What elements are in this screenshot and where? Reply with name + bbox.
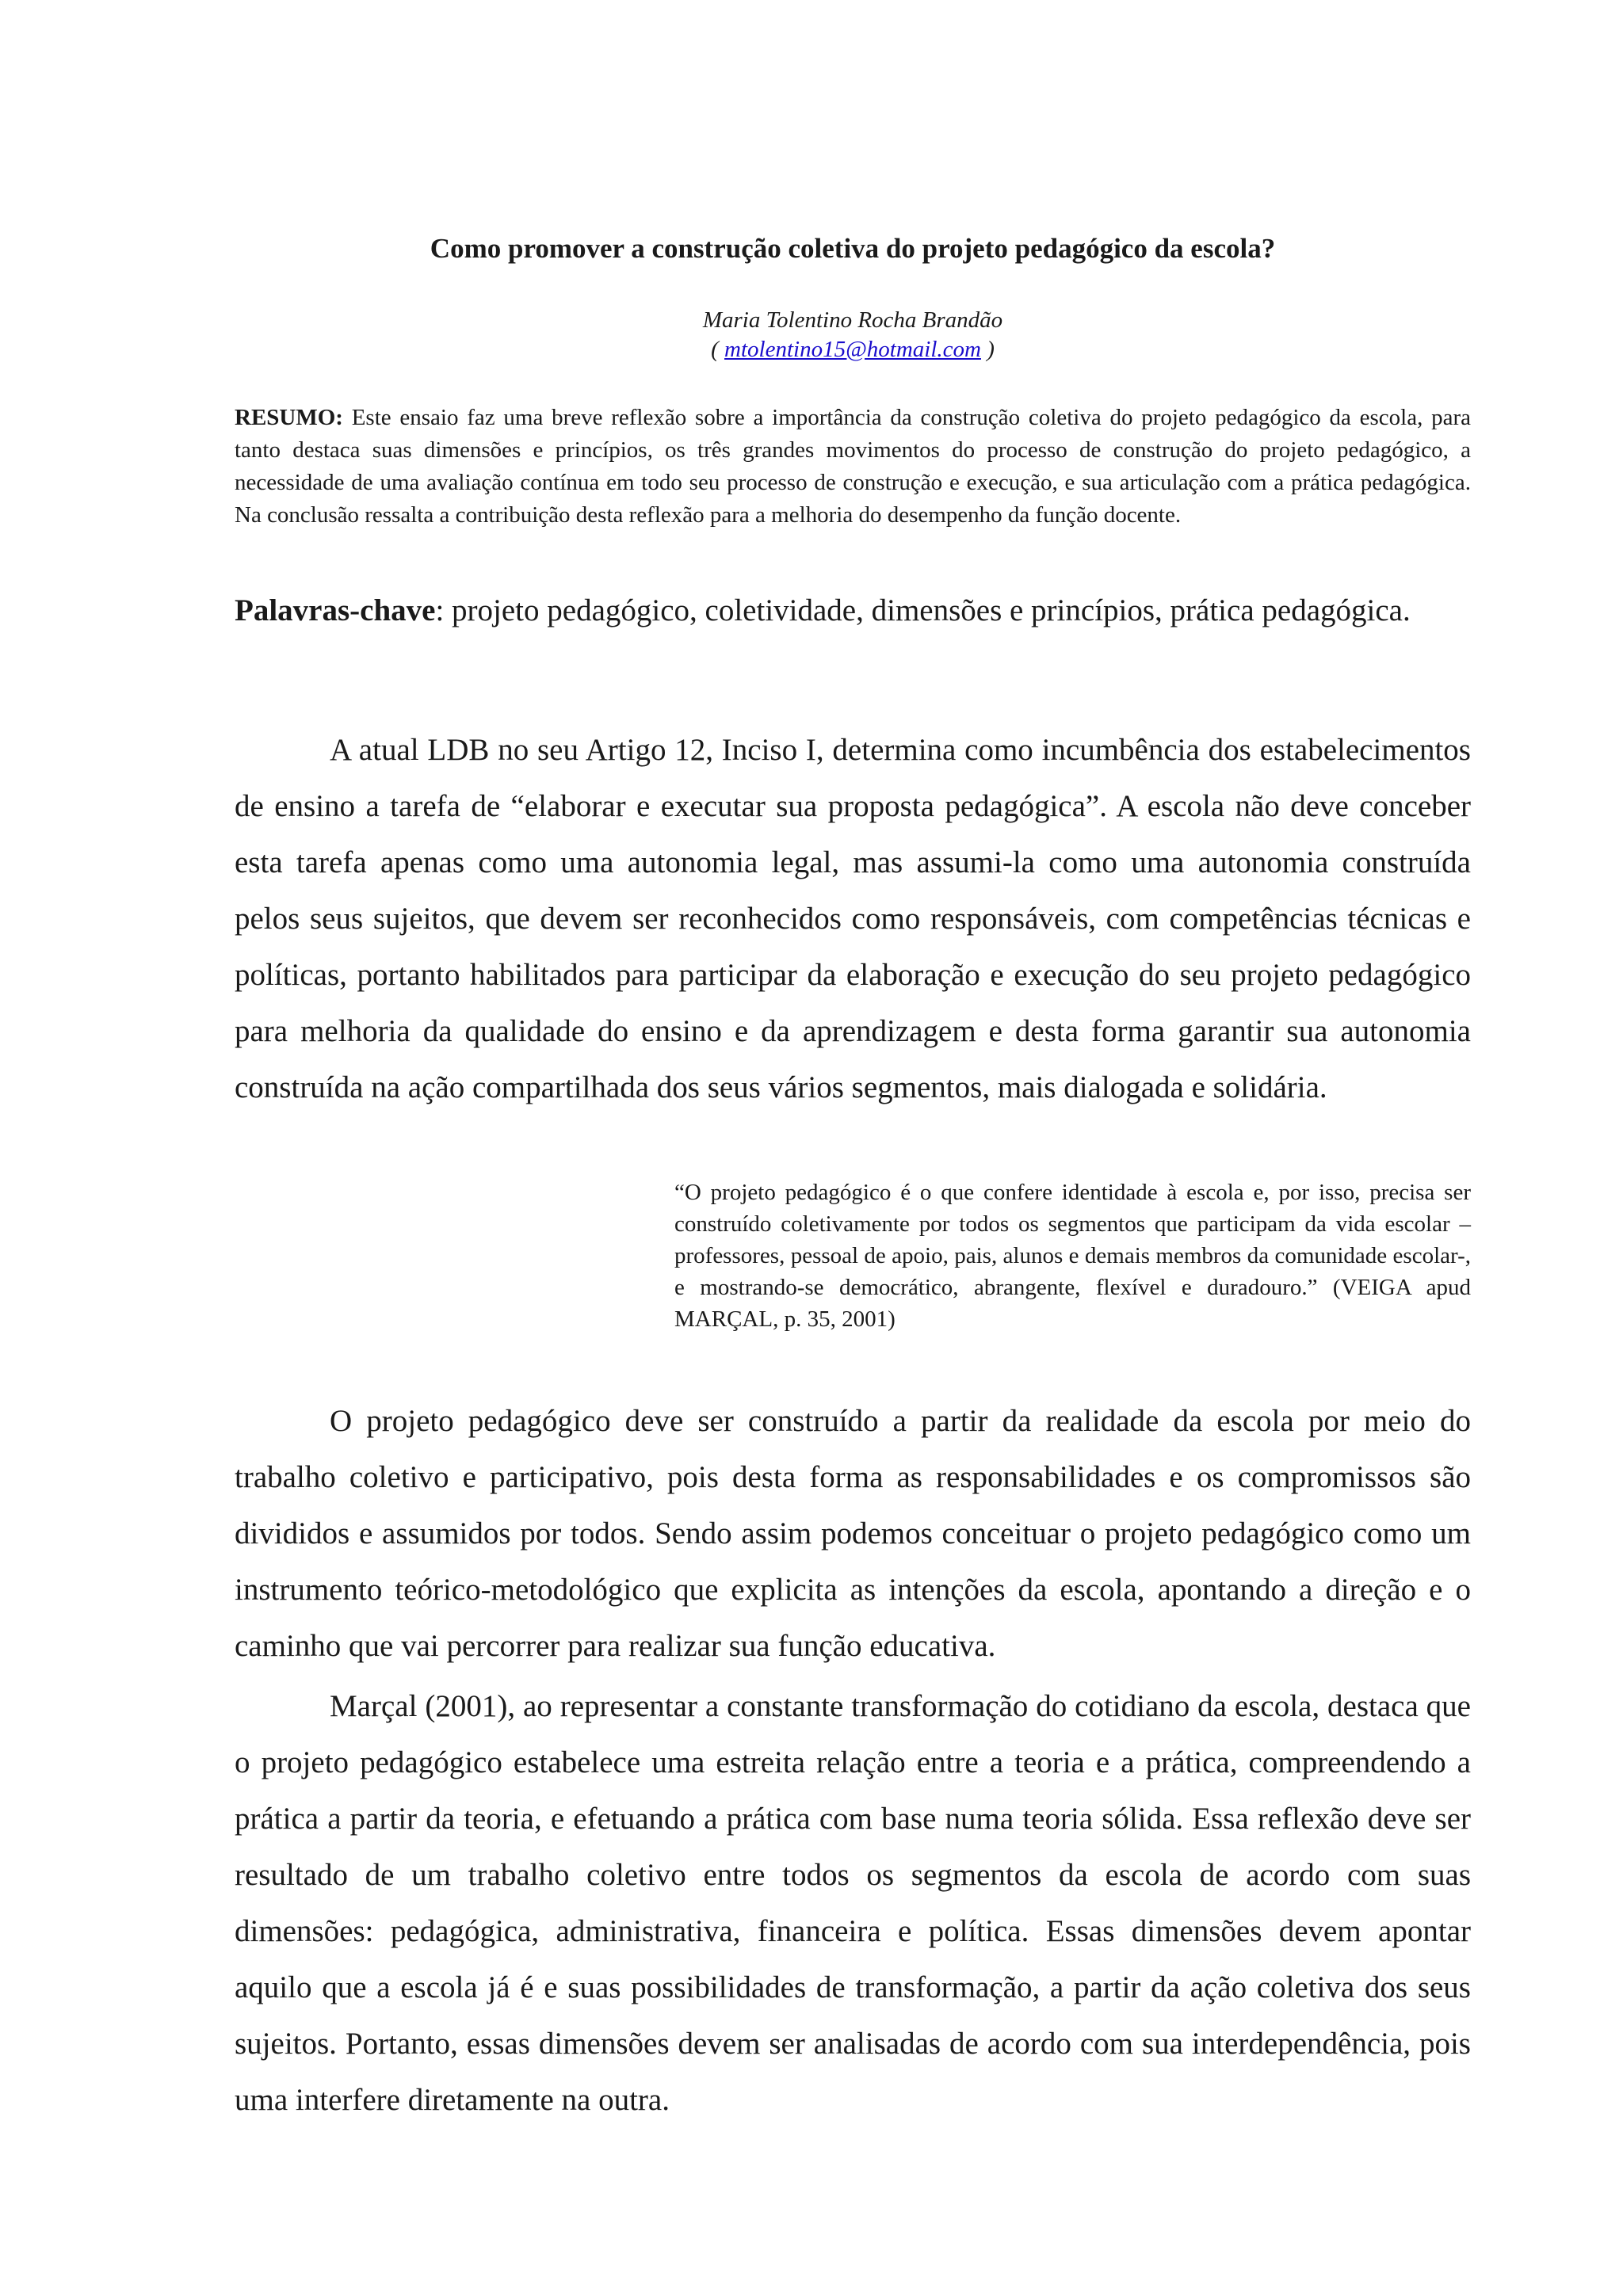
- author-block: [235, 306, 1471, 364]
- email-open-paren: (: [711, 337, 725, 362]
- keywords-label: Palavras-chave: [235, 593, 436, 627]
- document-title: Como promover a construção coletiva do projeto pedagógico da escola?: [430, 233, 1276, 264]
- keywords-text: : projeto pedagógico, coletividade, dimensões e princípios, prática pedagógica.: [435, 593, 1411, 627]
- body-paragraph-2: O projeto pedagógico deve ser construído a partir da realidade da escola por meio do trabalho coletivo e participativo, pois desta forma as responsabilidades e os compromissos são divididos e assumidos por todos. Sendo assim podemos conceituar o projeto pedagógico como um instrumento teórico-metodológico que explicita as intenções da escola, apontando a direção e o caminho que vai percorrer para realizar sua função educativa.: [235, 1404, 1471, 1663]
- author-email-line: [235, 335, 1471, 364]
- keywords: [235, 592, 1471, 630]
- body-paragraph-1: A atual LDB no seu Artigo 12, Inciso I, determina como incumbência dos estabelecimentos de ensino a tarefa de “elaborar e executar sua proposta pedagógica”. A escola não deve conceber esta tarefa apenas como uma autonomia legal, mas assumi-la como uma autonomia construída pelos seus sujeitos, que devem ser reconhecidos como responsáveis, com competências técnicas e políticas, portanto habilitados para participar da elaboração e execução do seu projeto pedagógico para melhoria da qualidade do ensino e da aprendizagem e desta forma garantir sua autonomia construída na ação compartilhada dos seus vários segmentos, mais dialogada e solidária.: [235, 733, 1471, 1104]
- body-paragraph-3: Marçal (2001), ao representar a constante transformação do cotidiano da escola, destaca que o projeto pedagógico estabelece uma estreita relação entre a teoria e a prática, compreendendo a prática a partir da teoria, e efetuando a prática com base numa teoria sólida. Essa reflexão deve ser resultado de um trabalho coletivo entre todos os segmentos da escola de acordo com suas dimensões: pedagógica, administrativa, financeira e política. Essas dimensões devem apontar aquilo que a escola já é e suas possibilidades de transformação, a partir da ação coletiva dos seus sujeitos. Portanto, essas dimensões devem ser analisadas de acordo com sua interdependência, pois uma interfere diretamente na outra.: [235, 1689, 1471, 2117]
- abstract: [235, 402, 1471, 532]
- block-quote: “O projeto pedagógico é o que confere identidade à escola e, por isso, precisa ser construído coletivamente por todos os segmentos que participam da vida escolar – professores, pessoal de apoio, pais, alunos e demais membros da comunidade escolar-, e mostrando-se democrático, abrangente, flexível e duradouro.” (VEIGA apud MARÇAL, p. 35, 2001): [674, 1180, 1471, 1332]
- abstract-text: Este ensaio faz uma breve reflexão sobre a importância da construção coletiva do projeto pedagógico da escola, para tanto destaca suas dimensões e princípios, os três grandes movimentos do processo de construção do projeto pedagógico, a necessidade de uma avaliação contínua em todo seu processo de construção e execução, e sua articulação com a prática pedagógica. Na conclusão ressalta a contribuição desta reflexão para a melhoria do desempenho da função docente.: [235, 405, 1471, 528]
- abstract-label: RESUMO:: [235, 405, 343, 430]
- author-name: Maria Tolentino Rocha Brandão: [702, 307, 1003, 333]
- email-close-paren: ): [980, 337, 995, 362]
- author-email-link[interactable]: mtolentino15@hotmail.com: [724, 337, 981, 362]
